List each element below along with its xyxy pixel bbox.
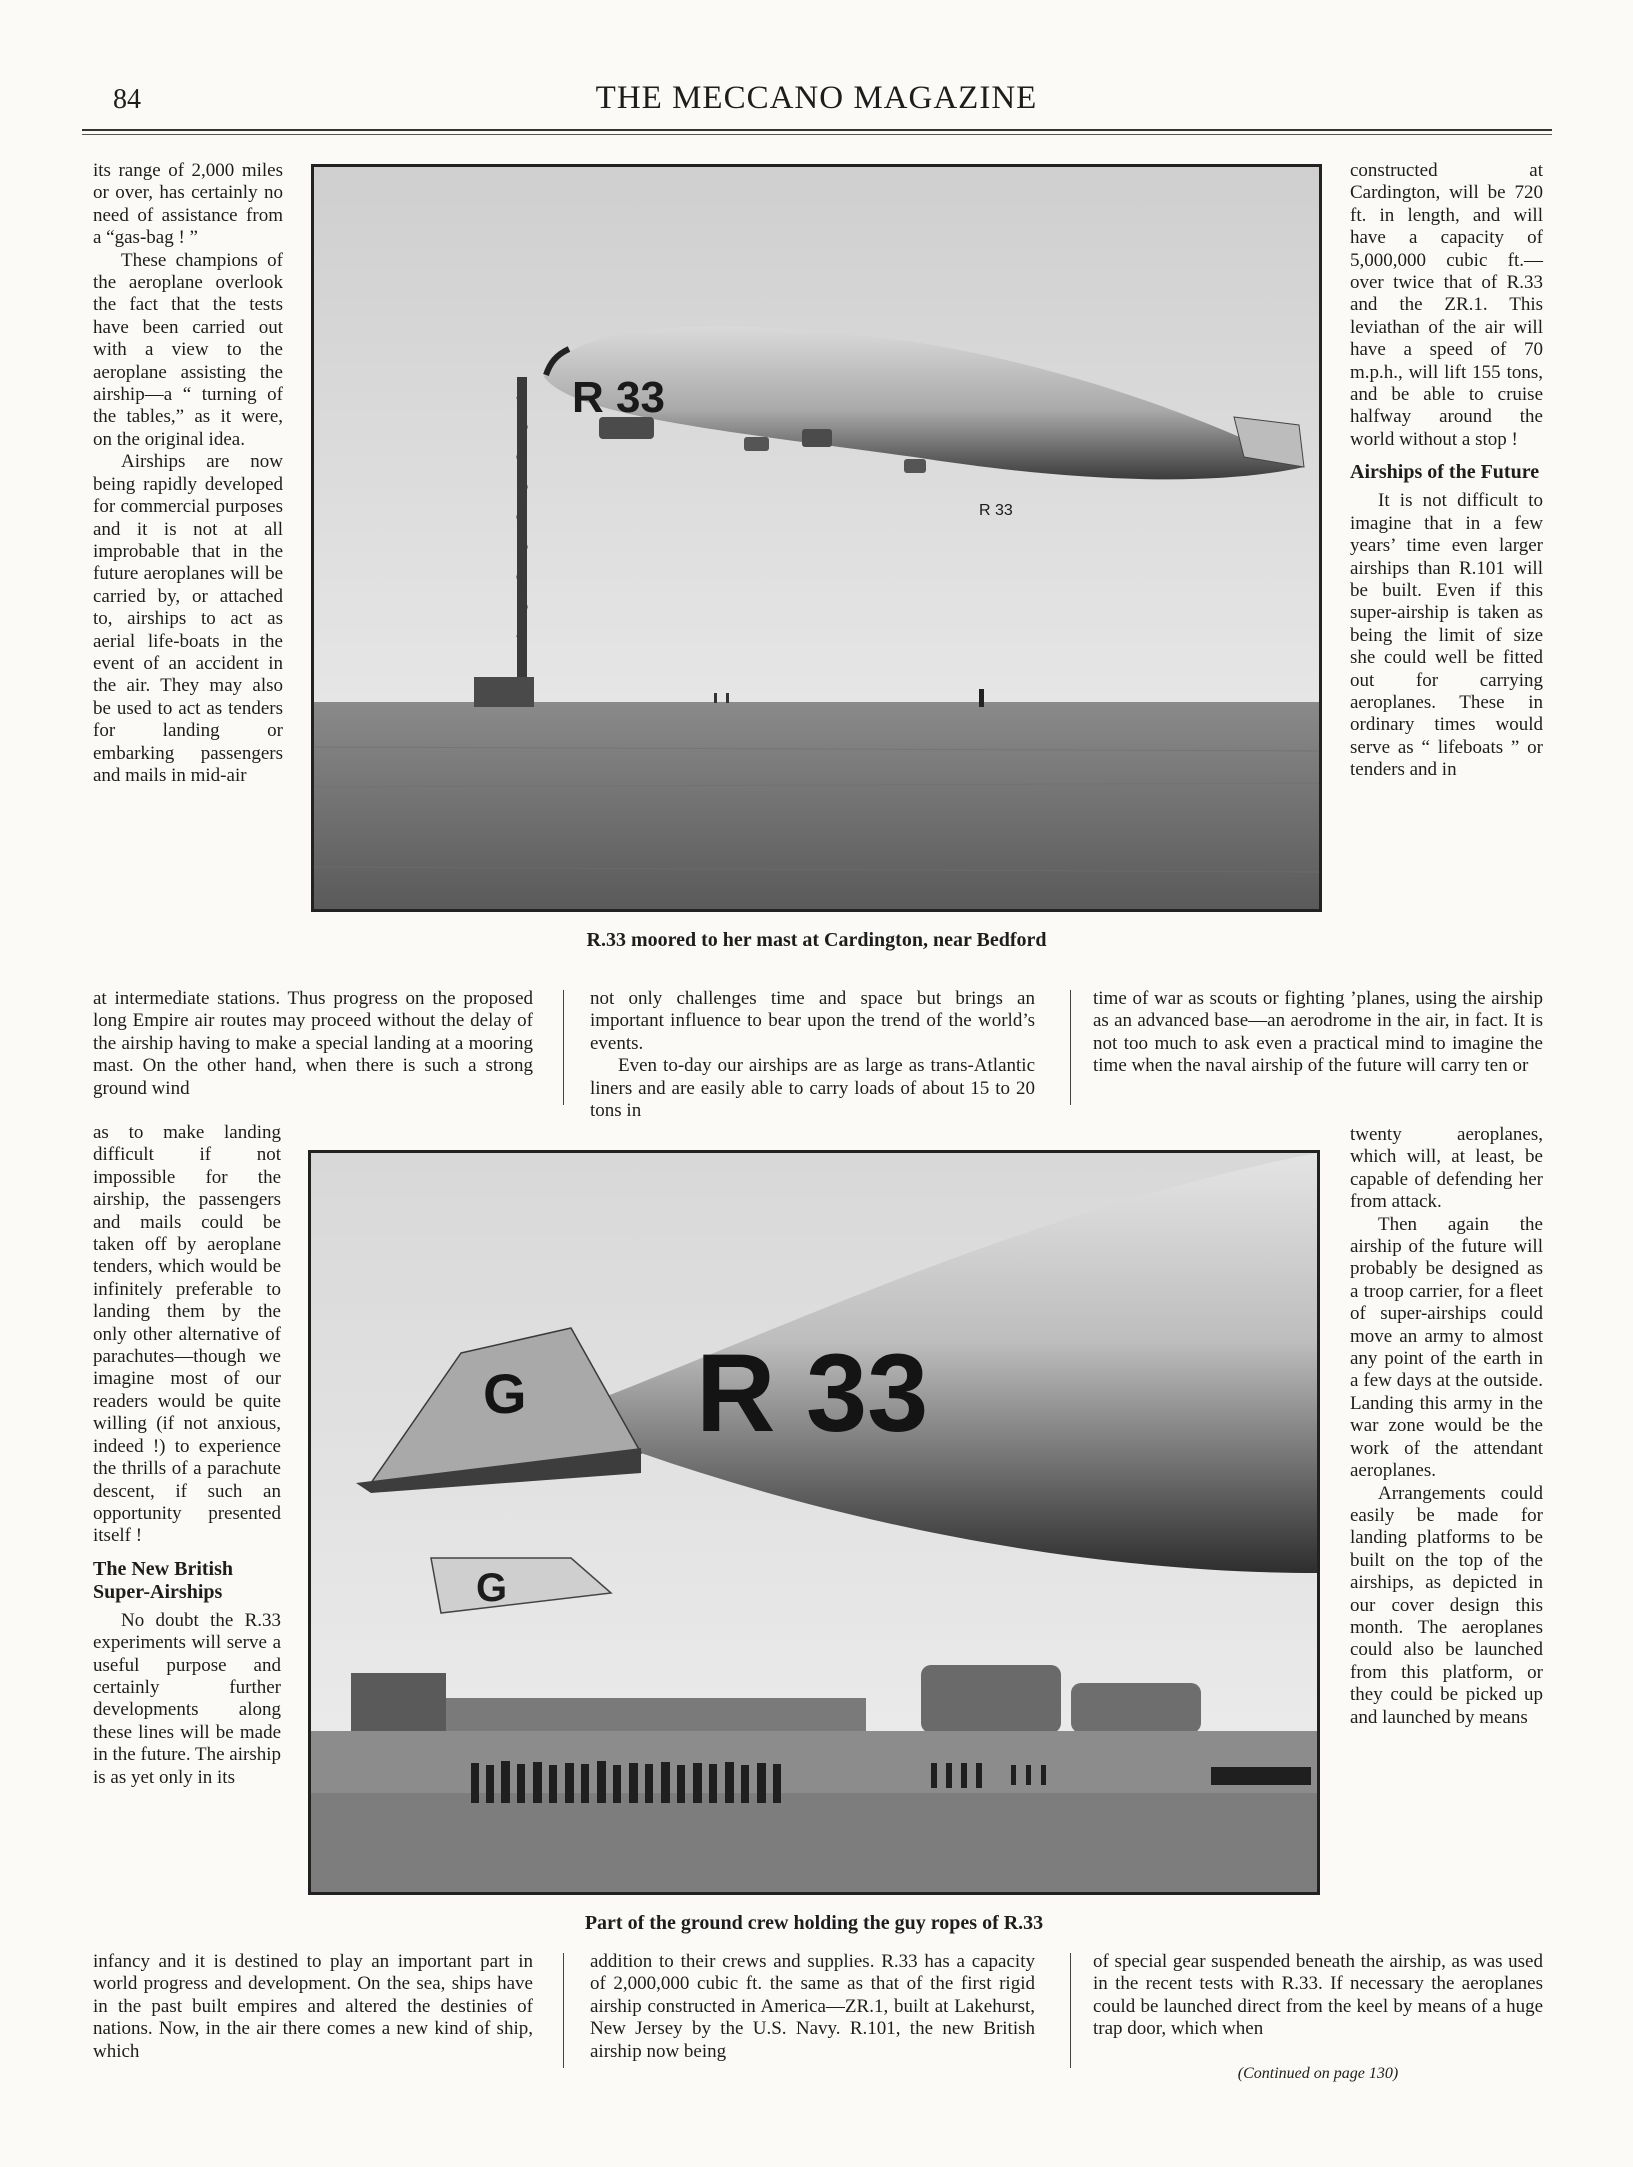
middle-band-col-1	[93, 988, 533, 1100]
header-rule-thin	[82, 134, 1552, 135]
paragraph: Even to-day our airships are as large as trans-Atlantic liners and are easily able to carry loads of about 15 to 20 tons in	[590, 1055, 1035, 1122]
column-divider	[1070, 990, 1071, 1105]
paragraph: at intermediate stations. Thus progress on the proposed long Empire air routes may proceed without the delay of the airship having to make a special landing at a mooring mast. On the other hand, when there is such a strong ground wind	[93, 988, 533, 1099]
paragraph: not only challenges time and space but brings an important influence to bear upon the trend of the world’s events.	[590, 988, 1035, 1054]
bottom-band-col-3	[1093, 1951, 1543, 2041]
fin-lettering-upper: G	[483, 1362, 527, 1425]
paragraph: as to make landing difficult if not impossible for the airship, the passengers and mails could be taken off by aeroplane tenders, which would be infinitely preferable to landing them by the only other alternative of parachutes—though we imagine most of our readers would be quite willing (if not anxious, indeed !) to experience the thrills of a parachute descent, if such an opportunity presented itself !	[93, 1122, 281, 1547]
column-divider	[563, 990, 564, 1105]
paragraph: of special gear suspended beneath the airship, as was used in the recent tests with R.33. If necessary the aeroplanes could be launched direct from the keel by means of a huge trap door, which when	[1093, 1951, 1543, 2040]
paragraph: Then again the airship of the future will probably be designed as a troop carrier, for a fleet of super-airships could move an army to almost any point of the earth in a few days at the outside. Landing this army in the war zone would be the work of the attendant aeroplanes.	[1350, 1213, 1543, 1482]
paragraph: No doubt the R.33 experiments will serve a useful purpose and certainly further developments along these lines will be made in the future. The airship is as yet only in its	[93, 1609, 282, 1788]
hull-lettering: R 33	[696, 1332, 929, 1455]
tail-lettering: R 33	[979, 502, 1013, 519]
continued-note: (Continued on page 130)	[1237, 2065, 1399, 2082]
fin-lettering-lower: G	[476, 1566, 508, 1610]
bottom-photo-caption: Part of the ground crew holding the guy ropes of R.33	[584, 1912, 1044, 1934]
right-column-middle	[1350, 1124, 1543, 1729]
airship-ground-crew-illustration	[311, 1153, 1317, 1892]
top-photo	[311, 164, 1322, 912]
middle-band-col-3	[1093, 988, 1543, 1078]
magazine-title: THE MECCANO MAGAZINE	[595, 80, 1038, 116]
paragraph: Airships are now being rapidly developed for commercial purposes and it is not at all improbable that in the future aeroplanes will be carried by, or attached to, airships to act as aerial life-boats in the event of an accident in the air. They may also be used to act as tenders for landing or embarking passengers and mails in mid-air	[93, 451, 283, 786]
top-photo-caption: R.33 moored to her mast at Cardington, near Bedford	[586, 929, 1047, 951]
paragraph: its range of 2,000 miles or over, has certainly no need of assistance from a “gas-bag ! ”	[93, 160, 283, 249]
paragraph: time of war as scouts or fighting ’planes, using the airship as an advanced base—an aerodrome in the air, in fact. It is not too much to ask even a practical mind to imagine the time when the naval airship of the future will carry ten or	[1093, 988, 1543, 1077]
column-divider	[1070, 1953, 1071, 2068]
section-heading: Airships of the Future	[1350, 461, 1540, 484]
paragraph: infancy and it is destined to play an important part in world progress and development. On the sea, ships have in the past built empires and altered the destinies of nations. Now, in the air there comes a new kind of ship, which	[93, 1951, 533, 2062]
column-divider	[563, 1953, 564, 2068]
header-rule	[82, 129, 1552, 131]
paragraph: Arrangements could easily be made for landing platforms to be built on the top of the airships, as depicted in our cover design this month. The aeroplanes could also be launched from this platform, or they could be picked up and launched by means	[1350, 1482, 1543, 1728]
bottom-band-col-2	[590, 1951, 1035, 2063]
hull-lettering: R 33	[572, 373, 665, 422]
middle-band-col-2	[590, 988, 1035, 1122]
section-heading: The New British Super-Airships	[93, 1557, 233, 1603]
left-column-middle	[93, 1122, 281, 1789]
right-column-top	[1350, 160, 1543, 782]
paragraph: twenty aeroplanes, which will, at least, be capable of defending her from attack.	[1350, 1124, 1543, 1213]
bottom-band-col-1	[93, 1951, 533, 2063]
paragraph: addition to their crews and supplies. R.33 has a capacity of 2,000,000 cubic ft. the same as that of the first rigid airship constructed in America—ZR.1, built at Lakehurst, New Jersey by the U.S. Navy. R.101, the new British airship now being	[590, 1951, 1035, 2062]
page-number: 84	[113, 84, 141, 115]
left-column-top	[93, 160, 283, 787]
bottom-photo	[308, 1150, 1320, 1895]
paragraph: It is not difficult to imagine that in a few years’ time even larger airships than R.101 will be built. Even if this super-airship is taken as being the limit of size she could well be fitted out for carrying aeroplanes. These in ordinary times would serve as “ lifeboats ” or tenders and in	[1350, 490, 1543, 781]
airship-moored-illustration	[314, 167, 1319, 909]
paragraph: These champions of the aeroplane overlook the fact that the tests have been carried out with a view to the aeroplane assisting the airship—a “ turning of the tables,” as it were, on the original idea.	[93, 249, 283, 450]
paragraph: constructed at Cardington, will be 720 ft. in length, and will have a capacity of 5,000,000 cubic ft.—over twice that of R.33 and the ZR.1. This leviathan of the air will have a speed of 70 m.p.h., will lift 155 tons, and be able to cruise halfway around the world without a stop !	[1350, 160, 1543, 450]
